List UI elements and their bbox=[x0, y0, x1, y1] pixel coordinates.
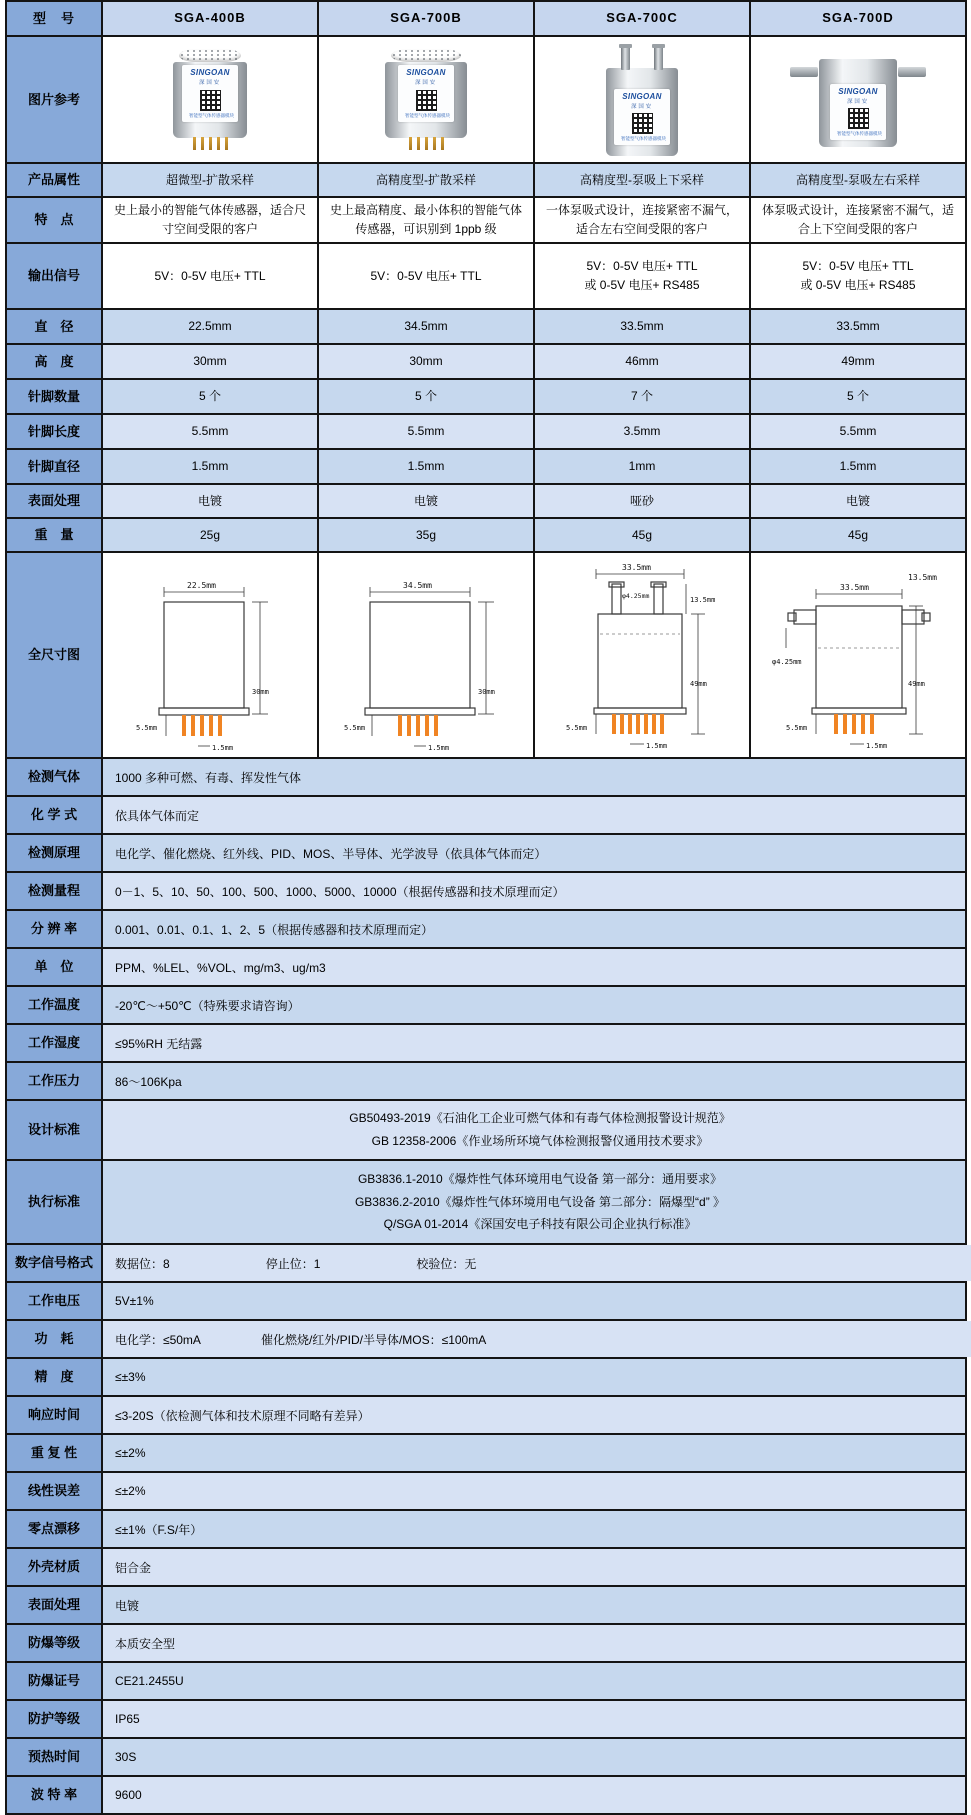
brand-logo: SINGOAN bbox=[622, 91, 662, 101]
row-label: 表面处理 bbox=[7, 485, 101, 517]
height-value: 30mm bbox=[101, 345, 317, 378]
brand-sub: 深国安 bbox=[847, 99, 869, 105]
spec-value: 电镀 bbox=[101, 1587, 965, 1623]
spec-value: CE21.2455U bbox=[101, 1663, 965, 1699]
spec-label: 响应时间 bbox=[7, 1397, 101, 1433]
row-surface-treatment bbox=[7, 483, 965, 517]
height-value: 49mm bbox=[749, 345, 965, 378]
dim-tubeheight-label: 13.5mm bbox=[690, 596, 716, 604]
spec-value: 铝合金 bbox=[101, 1549, 965, 1585]
dimension-diagram-sga400b bbox=[101, 553, 317, 757]
spec-label: 线性误差 bbox=[7, 1473, 101, 1509]
spec-value: 30S bbox=[101, 1739, 965, 1775]
surface-value: 电镀 bbox=[749, 485, 965, 517]
product-photo-sga400b bbox=[101, 37, 317, 162]
dim-tubeheight-label: 13.5mm bbox=[908, 573, 937, 582]
spec-label: 执行标准 bbox=[7, 1161, 101, 1243]
format-part: 校验位：无 bbox=[416, 1256, 477, 1271]
spec-label: 防爆等级 bbox=[7, 1625, 101, 1661]
spec-value: 本质安全型 bbox=[101, 1625, 965, 1661]
pin-count-value: 5 个 bbox=[101, 380, 317, 413]
row-label: 产品属性 bbox=[7, 164, 101, 196]
spec-row-principle bbox=[7, 833, 965, 871]
dim-pinlen-label: 5.5mm bbox=[566, 724, 588, 732]
feature-value: 史上最高精度、最小体积的智能气体传感器，可识别到 1ppb 级 bbox=[317, 198, 533, 242]
spec-row-exec-standard bbox=[7, 1159, 965, 1243]
attr-value: 高精度型-泵吸上下采样 bbox=[533, 164, 749, 196]
attr-value: 超微型-扩散采样 bbox=[101, 164, 317, 196]
spec-row-protection-grade bbox=[7, 1699, 965, 1737]
photo-row-label: 图片参考 bbox=[7, 37, 101, 162]
product-photo-sga700b bbox=[317, 37, 533, 162]
spec-value bbox=[101, 1101, 965, 1159]
model-name-sga700b: SGA-700B bbox=[317, 2, 533, 35]
output-line: 5V：0-5V 电压+ TTL bbox=[586, 259, 698, 274]
dim-width-label: 22.5mm bbox=[187, 581, 216, 590]
spec-label: 检测原理 bbox=[7, 835, 101, 871]
standard-line: GB3836.1-2010《爆炸性气体环境用电气设备 第一部分：通用要求》 bbox=[357, 1171, 723, 1186]
model-name-sga400b: SGA-400B bbox=[101, 2, 317, 35]
photo-caption: 智能型气体传感器模块 bbox=[405, 113, 451, 119]
diameter-value: 22.5mm bbox=[101, 310, 317, 343]
brand-sub: 深国安 bbox=[199, 80, 221, 87]
spec-row-pressure bbox=[7, 1061, 965, 1099]
dim-pinlen-label: 5.5mm bbox=[136, 724, 158, 732]
height-value: 30mm bbox=[317, 345, 533, 378]
pin-count-value: 5 个 bbox=[317, 380, 533, 413]
brand-sub: 深国安 bbox=[415, 80, 437, 87]
photo-row bbox=[7, 35, 965, 162]
sensor-illustration bbox=[173, 49, 247, 150]
spec-label: 检测量程 bbox=[7, 873, 101, 909]
spec-label: 工作温度 bbox=[7, 987, 101, 1023]
model-header-row bbox=[7, 2, 965, 35]
output-value bbox=[749, 244, 965, 308]
output-value bbox=[101, 244, 317, 308]
sensor-illustration bbox=[819, 53, 897, 147]
brand-logo: SINGOAN bbox=[190, 68, 230, 77]
spec-row-resolution bbox=[7, 909, 965, 947]
spec-label: 工作电压 bbox=[7, 1283, 101, 1319]
spec-label: 设计标准 bbox=[7, 1101, 101, 1159]
attr-value: 高精度型-扩散采样 bbox=[317, 164, 533, 196]
surface-value: 哑砂 bbox=[533, 485, 749, 517]
feature-value: 体泵吸式设计，连接紧密不漏气，适合上下空间受限的客户 bbox=[749, 198, 965, 242]
surface-value: 电镀 bbox=[101, 485, 317, 517]
spec-label: 功 耗 bbox=[7, 1321, 101, 1357]
format-part: 停止位：1 bbox=[265, 1256, 321, 1271]
pin-length-value: 5.5mm bbox=[101, 415, 317, 448]
spec-label: 表面处理 bbox=[7, 1587, 101, 1623]
pump-tubes bbox=[621, 44, 663, 70]
sensor-top-cap bbox=[179, 49, 241, 62]
row-weight bbox=[7, 517, 965, 551]
feature-value: 一体泵吸式设计，连接紧密不漏气，适合左右空间受限的客户 bbox=[533, 198, 749, 242]
product-photo-sga700d bbox=[749, 37, 965, 162]
spec-row-surface bbox=[7, 1585, 965, 1623]
spec-row-power bbox=[7, 1319, 965, 1357]
weight-value: 45g bbox=[533, 519, 749, 551]
pin-count-value: 7 个 bbox=[533, 380, 749, 413]
photo-caption: 智能型气体传感器模块 bbox=[189, 113, 235, 119]
model-name-sga700c: SGA-700C bbox=[533, 2, 749, 35]
diameter-value: 33.5mm bbox=[749, 310, 965, 343]
dim-pindia-label: 1.5mm bbox=[866, 742, 888, 750]
spec-value: 依具体气体而定 bbox=[101, 797, 965, 833]
spec-row-explosion-grade bbox=[7, 1623, 965, 1661]
sensor-illustration bbox=[385, 49, 467, 150]
standard-line: Q/SGA 01-2014《深国安电子科技有限公司企业执行标准》 bbox=[383, 1217, 697, 1232]
photo-caption: 智能型气体传感器模块 bbox=[837, 132, 883, 137]
dim-height-label: 30mm bbox=[478, 688, 495, 696]
spec-row-formula bbox=[7, 795, 965, 833]
spec-row-shell-material bbox=[7, 1547, 965, 1585]
output-value bbox=[533, 244, 749, 308]
pin-length-value: 5.5mm bbox=[749, 415, 965, 448]
pin-count-value: 5 个 bbox=[749, 380, 965, 413]
spec-value: ≤95%RH 无结露 bbox=[101, 1025, 965, 1061]
dim-height-label: 49mm bbox=[690, 680, 707, 688]
spec-label: 精 度 bbox=[7, 1359, 101, 1395]
sensor-top-cap bbox=[391, 49, 461, 62]
row-label: 针脚长度 bbox=[7, 415, 101, 448]
dim-pindia-label: 1.5mm bbox=[428, 744, 450, 752]
brand-sub: 深国安 bbox=[631, 104, 653, 110]
row-pin-length bbox=[7, 413, 965, 448]
format-part: 数据位：8 bbox=[115, 1256, 170, 1271]
output-line: 或 0-5V 电压+ RS485 bbox=[800, 278, 916, 292]
photo-caption: 智能型气体传感器模块 bbox=[621, 137, 667, 142]
pin-diameter-value: 1.5mm bbox=[317, 450, 533, 483]
spec-row-temp bbox=[7, 985, 965, 1023]
height-value: 46mm bbox=[533, 345, 749, 378]
pin-diameter-value: 1.5mm bbox=[101, 450, 317, 483]
weight-value: 25g bbox=[101, 519, 317, 551]
spec-row-baudrate bbox=[7, 1775, 965, 1813]
model-row-label: 型 号 bbox=[7, 2, 101, 35]
spec-row-explosion-cert bbox=[7, 1661, 965, 1699]
dim-pinlen-label: 5.5mm bbox=[344, 724, 366, 732]
sensor-pins bbox=[409, 137, 444, 150]
spec-value bbox=[101, 1245, 971, 1281]
spec-row-linearity bbox=[7, 1471, 965, 1509]
spec-label: 波 特 率 bbox=[7, 1777, 101, 1813]
weight-value: 35g bbox=[317, 519, 533, 551]
power-part: 电化学：≤50mA bbox=[115, 1332, 201, 1347]
spec-label: 工作湿度 bbox=[7, 1025, 101, 1061]
product-spec-table bbox=[5, 0, 967, 1815]
spec-row-warmup bbox=[7, 1737, 965, 1775]
spec-label: 工作压力 bbox=[7, 1063, 101, 1099]
dim-tube-label: φ4.25mm bbox=[772, 658, 802, 666]
spec-value: 0.001、0.01、0.1、1、2、5（根据传感器和技术原理而定） bbox=[101, 911, 965, 947]
spec-value: -20℃～+50℃（特殊要求请咨询） bbox=[101, 987, 965, 1023]
attr-value: 高精度型-泵吸左右采样 bbox=[749, 164, 965, 196]
spec-value bbox=[101, 1161, 965, 1243]
qr-code bbox=[200, 90, 221, 111]
spec-row-range bbox=[7, 871, 965, 909]
pin-diameter-value: 1.5mm bbox=[749, 450, 965, 483]
brand-logo: SINGOAN bbox=[838, 86, 878, 96]
dimension-diagram-sga700d bbox=[749, 553, 965, 757]
output-line: 5V：0-5V 电压+ TTL bbox=[154, 268, 266, 283]
diameter-value: 34.5mm bbox=[317, 310, 533, 343]
standard-line: GB 12358-2006《作业场所环境气体检测报警仪通用技术要求》 bbox=[371, 1134, 709, 1148]
spec-label: 零点漂移 bbox=[7, 1511, 101, 1547]
sensor-illustration bbox=[606, 44, 678, 156]
diameter-value: 33.5mm bbox=[533, 310, 749, 343]
spec-row-gas bbox=[7, 757, 965, 795]
spec-label: 分 辨 率 bbox=[7, 911, 101, 947]
spec-row-response bbox=[7, 1395, 965, 1433]
pin-length-value: 3.5mm bbox=[533, 415, 749, 448]
spec-label: 防护等级 bbox=[7, 1701, 101, 1737]
spec-label: 预热时间 bbox=[7, 1739, 101, 1775]
pin-length-value: 5.5mm bbox=[317, 415, 533, 448]
row-label: 高 度 bbox=[7, 345, 101, 378]
spec-value: 9600 bbox=[101, 1777, 965, 1813]
output-line: 5V：0-5V 电压+ TTL bbox=[370, 268, 482, 283]
row-dimension-drawings bbox=[7, 551, 965, 757]
spec-label: 防爆证号 bbox=[7, 1663, 101, 1699]
row-diameter bbox=[7, 308, 965, 343]
spec-value: 5V±1% bbox=[101, 1283, 965, 1319]
spec-row-accuracy bbox=[7, 1357, 965, 1395]
brand-logo: SINGOAN bbox=[406, 68, 446, 77]
spec-label: 外壳材质 bbox=[7, 1549, 101, 1585]
spec-row-unit bbox=[7, 947, 965, 985]
row-label: 针脚数量 bbox=[7, 380, 101, 413]
row-label: 针脚直径 bbox=[7, 450, 101, 483]
spec-value: 电化学、催化燃烧、红外线、PID、MOS、半导体、光学波导（依具体气体而定） bbox=[101, 835, 965, 871]
feature-value: 史上最小的智能气体传感器，适合尺寸空间受限的客户 bbox=[101, 198, 317, 242]
spec-value: ≤±3% bbox=[101, 1359, 965, 1395]
spec-label: 重 复 性 bbox=[7, 1435, 101, 1471]
spec-value: 86～106Kpa bbox=[101, 1063, 965, 1099]
dim-height-label: 30mm bbox=[252, 688, 269, 696]
row-label: 直 径 bbox=[7, 310, 101, 343]
spec-row-humidity bbox=[7, 1023, 965, 1061]
output-line: 5V：0-5V 电压+ TTL bbox=[802, 259, 914, 274]
sensor-pins bbox=[193, 137, 228, 150]
spec-value: 1000 多种可燃、有毒、挥发性气体 bbox=[101, 759, 965, 795]
standard-line: GB3836.2-2010《爆炸性气体环境用电气设备 第二部分：隔爆型“d” 》 bbox=[354, 1194, 726, 1209]
dim-width-label: 34.5mm bbox=[403, 581, 432, 590]
product-photo-sga700c bbox=[533, 37, 749, 162]
output-value bbox=[317, 244, 533, 308]
row-product-attr bbox=[7, 162, 965, 196]
dimension-diagram-sga700b bbox=[317, 553, 533, 757]
row-output-signal bbox=[7, 242, 965, 308]
standard-line: GB50493-2019《石油化工企业可燃气体和有毒气体检测报警设计规范》 bbox=[349, 1111, 731, 1126]
spec-value: PPM、%LEL、%VOL、mg/m3、ug/m3 bbox=[101, 949, 965, 985]
row-label: 全尺寸图 bbox=[7, 553, 101, 757]
spec-row-digital-format bbox=[7, 1243, 965, 1281]
spec-value: IP65 bbox=[101, 1701, 965, 1737]
qr-code bbox=[848, 108, 869, 129]
qr-code bbox=[416, 90, 437, 111]
surface-value: 电镀 bbox=[317, 485, 533, 517]
qr-code bbox=[632, 113, 653, 134]
row-features bbox=[7, 196, 965, 242]
dim-height-label: 49mm bbox=[908, 680, 925, 688]
spec-value: ≤±2% bbox=[101, 1435, 965, 1471]
row-label: 特 点 bbox=[7, 198, 101, 242]
spec-row-zero-drift bbox=[7, 1509, 965, 1547]
row-height bbox=[7, 343, 965, 378]
spec-value: 0－1、5、10、50、100、500、1000、5000、10000（根据传感器和技术原理而定） bbox=[101, 873, 965, 909]
dim-width-label: 33.5mm bbox=[622, 563, 651, 572]
spec-row-voltage bbox=[7, 1281, 965, 1319]
spec-label: 单 位 bbox=[7, 949, 101, 985]
power-part: 催化燃烧/红外/PID/半导体/MOS：≤100mA bbox=[260, 1332, 487, 1347]
output-line: 或 0-5V 电压+ RS485 bbox=[584, 278, 700, 292]
row-label: 输出信号 bbox=[7, 244, 101, 308]
weight-value: 45g bbox=[749, 519, 965, 551]
dim-tube-label: φ4.25mm bbox=[622, 592, 650, 600]
dim-pindia-label: 1.5mm bbox=[212, 744, 234, 752]
spec-value: ≤±2% bbox=[101, 1473, 965, 1509]
spec-label: 数字信号格式 bbox=[7, 1245, 101, 1281]
row-label: 重 量 bbox=[7, 519, 101, 551]
spec-value bbox=[101, 1321, 971, 1357]
side-barb-right bbox=[898, 67, 926, 77]
spec-label: 化 学 式 bbox=[7, 797, 101, 833]
model-name-sga700d: SGA-700D bbox=[749, 2, 965, 35]
side-barb-left bbox=[790, 67, 818, 77]
pin-diameter-value: 1mm bbox=[533, 450, 749, 483]
spec-value: ≤±1%（F.S/年） bbox=[101, 1511, 965, 1547]
dim-pindia-label: 1.5mm bbox=[646, 742, 668, 750]
dimension-diagram-sga700c bbox=[533, 553, 749, 757]
dim-width-label: 33.5mm bbox=[840, 583, 869, 592]
spec-value: ≤3-20S（依检测气体和技术原理不同略有差异） bbox=[101, 1397, 965, 1433]
spec-label: 检测气体 bbox=[7, 759, 101, 795]
dim-pinlen-label: 5.5mm bbox=[786, 724, 808, 732]
row-pin-count bbox=[7, 378, 965, 413]
row-pin-diameter bbox=[7, 448, 965, 483]
spec-row-repeatability bbox=[7, 1433, 965, 1471]
spec-row-design-standard bbox=[7, 1099, 965, 1159]
